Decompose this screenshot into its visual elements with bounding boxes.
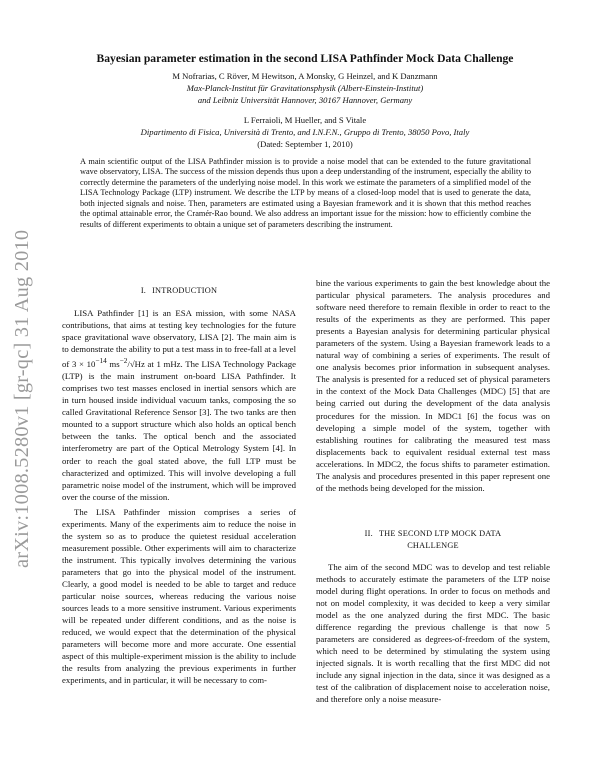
intro-paragraph-2-continued: bine the various experiments to gain the best knowledge about the particular physical parameters. The analysis procedures and software need therefore to remain flexible in order to react to the results of the experiments as they are performed. This paper presents a Bayesian analysis for determining particular physical parameters of the system. Using a Bayesian framework leads to a natural way of combining a series of experiments. The result of one analysis becomes prior information in subsequent analyses. The analysis is presented for a reduced set of physical parameters in the context of the Mock Data Challenges (MDC) [5] that are being carried out during the development of the data analysis procedures for the mission. In MDC1 [6] the focus was on developing a simple model of the system, together with establishing routines for calibrating the measured test mass displacements back to equivalent residual external test mass accelerations. In MDC2, the focus shifts to parameter estimation. The analysis and procedures presented in this paper represent one of the methods being developed for the mission.	[316, 278, 550, 493]
affiliation-1a: Max-Planck-Institut für Gravitationsphysik (Albert-Einstein-Institut)	[186, 83, 424, 93]
intro-p1-text-a: LISA Pathfinder [1] is an ESA mission, with some NASA contributions, that aims at testing key technologies for the future space gravitational wave observatory, LISA [2]. The main aim is to demonstrate the ability to put a test mass in to free-fall at a level of 3 × 10	[62, 308, 296, 370]
intro-p1-text-b: at 1 mHz. The LISA Technology Package (LTP) is the main instrument on-board LISA Pathfinder. It comprises two test masses enclosed in inertial sensors which are in turn housed inside individual vacuum tanks, composing the so called Gravitational Reference Sensor [3]. The two tanks are then mounted to a support structure which also holds an optical bench between the tanks. The optical bench and the associated interferometry are part of the Optical Metrology System [4]. In order to reach the goal stated above, the full LTP must be characterized and optimized. This will involve developing a full parametric noise model of the instrument, which will be improved over the course of the mission.	[62, 359, 297, 502]
section-heading-introduction	[62, 285, 296, 297]
section-title-2a: THE SECOND LTP MOCK DATA	[378, 528, 502, 538]
section-number: I.	[140, 286, 147, 295]
mdc-paragraph-1: The aim of the second MDC was to develop and test reliable methods to accurately estimate the parameters of the LTP noise model during flight operations. In order to focus on methods and not on model complexity, it was decided to keep a very similar model as the one analyzed during the first MDC. The basic difference regarding the previous challenge is that now 5 parameters are considered as degrees-of-freedom of the system, which need to be determined by stimulating the system using injected signals. It is worth recalling that the first MDC did not include any signal injection in the data, since it was designed as a test of the calibration of displacement noise to acceleration noise, and therefore only a noise measure-	[316, 561, 550, 705]
exponent-2: −2	[119, 357, 128, 366]
left-column	[62, 285, 296, 686]
section-title-2b: CHALLENGE	[407, 540, 459, 550]
arxiv-identifier[interactable]: arXiv:1008.5280v1 [gr-qc] 31 Aug 2010	[11, 229, 33, 568]
dated-line: (Dated: September 1, 2010)	[257, 139, 353, 149]
exponent: −14	[95, 357, 107, 366]
affiliation-2: Dipartimento di Fisica, Università di Trento, and I.N.F.N., Gruppo di Trento, 38050 Povo, Italy	[140, 127, 470, 137]
section-heading-mdc	[316, 528, 550, 552]
right-column	[316, 277, 550, 706]
section-number-2: II.	[364, 528, 373, 538]
unit-sqrt-hz: /√Hz	[127, 359, 145, 370]
affiliation-1b: and Leibniz Universität Hannover, 30167 Hannover, Germany	[197, 95, 413, 105]
intro-paragraph-2: The LISA Pathfinder mission comprises a series of experiments. Many of the experiments aim to reduce the noise in the system so as to produce the quietest residual acceleration measurement possible. Other experiments will aim to characterize the instrument. This typically involves determining the various parameters that go into the physical model of the instrument. Clearly, a good model is needed to be able to target and reduce particular noise sources, whereas reducing the various noise sources leads to a more sensitive instrument. Various experiments will be repeated under different conditions, and as the noise is reduced, we would expect that the determination of the physical parameters will become more and more accurate. One essential aspect of this multiple-experiment mission is the ability to include the results from analyzing the previous experiments in further experiments, and in particular, it will be necessary to com-	[62, 506, 296, 686]
unit-ms: ms	[106, 359, 120, 370]
intro-paragraph-1	[62, 307, 296, 503]
section-title: INTRODUCTION	[152, 286, 218, 295]
author-list-2: L Ferraioli, M Hueller, and S Vitale	[243, 115, 367, 125]
abstract: A main scientific output of the LISA Pathfinder mission is to provide a noise model that can be extended to the future gravitational wave observatory, LISA. The success of the mission depends thus upon a deep understanding of the instrument, especially the ability to correctly determine the parameters of the underlying noise model. In this work we estimate the parameters of a simplified model of the LISA Technology Package (LTP) instrument. We describe the LTP by means of a closed-loop model that is used to generate the data, both injected signals and noise. Then, parameters are estimated using a Bayesian framework and it is shown that this method reaches the optimal attainable error, the Cramér-Rao bound. We also address an important issue for the mission: how to efficiently combine the results of different experiments to obtain a unique set of parameters describing the instrument.	[80, 157, 531, 229]
author-list-1: M Nofrarias, C Röver, M Hewitson, A Monsky, G Heinzel, and K Danzmann	[172, 71, 438, 81]
paper-title: Bayesian parameter estimation in the second LISA Pathfinder Mock Data Challenge	[96, 52, 514, 65]
